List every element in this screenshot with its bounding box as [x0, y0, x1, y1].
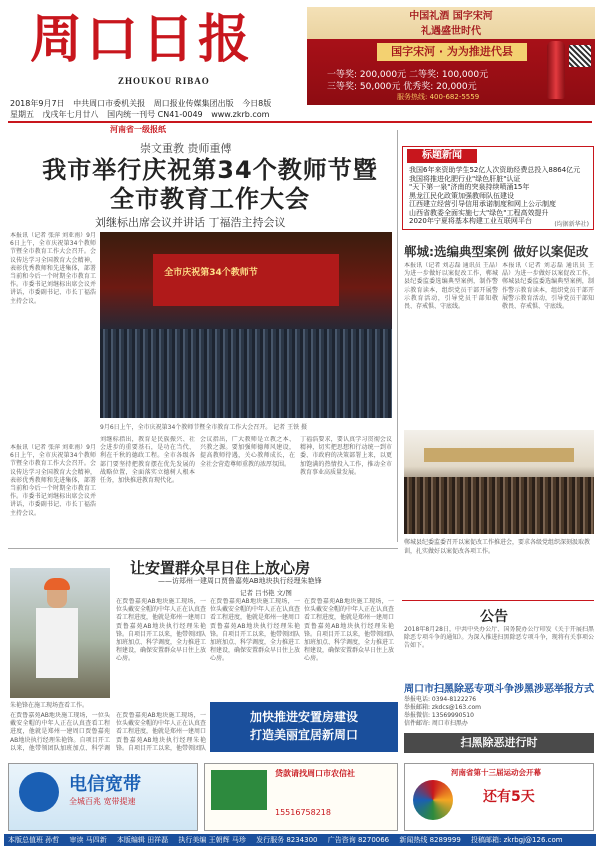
top-advertisement[interactable]	[307, 7, 595, 105]
issue-pages: 今日8版	[242, 99, 272, 108]
notice-body: 2018年8月28日，中共中央办公厅、国务院办公厅印发《关于开展扫黑除恶专项斗争的通知》。为深入推进扫黑除恶专项斗争，现将有关事项公告如下。	[404, 626, 594, 650]
qr-code-icon	[569, 45, 591, 67]
telecom-ad-subtitle: 全城百兆 宽带提速	[69, 797, 136, 806]
report-title: 周口市扫黑除恶专项斗争涉黑涉恶举报方式	[404, 684, 594, 695]
footer-item: 审读 马四新	[69, 836, 107, 844]
games-logo-icon	[413, 780, 453, 820]
headline-news-box	[402, 146, 594, 230]
notice-divider	[402, 600, 594, 601]
footer-item: 广告咨询 8270066	[327, 836, 390, 844]
ad-prize-row-1: 一等奖: 200,000元 二等奖: 100,000元	[327, 70, 489, 80]
headline-item[interactable]: 我国6年来资助学生52亿人次资助经费总投入8864亿元	[409, 166, 581, 174]
sports-ad-countdown: 还有5天	[483, 789, 535, 805]
lead-column-4: 丁福浩要求，要认真学习贯彻会议精神，切实把思想和行动统一到市委、市政府的决策部署上来，以更加饱满的热情投入工作，推动全市教育事业高质量发展。	[300, 436, 392, 476]
headline-news-source: (均据新华社)	[554, 221, 589, 228]
notice-title: 公告	[480, 609, 508, 625]
feature-photo[interactable]	[10, 568, 110, 698]
right-story-column-2: 本报讯（记者 刘志磊 通讯员 王晶）为进一步做好以案促改工作，郸城县纪委监委选编典型案例，制作警示教育读本，组织党员干部开展警示教育活动，引导党员干部知敬畏、存戒惧、守底线。	[502, 262, 594, 311]
headline-item[interactable]: "天下第一泉"济南的突泉持续喷涌15年	[409, 183, 530, 191]
right-story-photo[interactable]	[404, 430, 594, 534]
feature-subheadline: ——访郑州一建周口贾鲁嘉苑AB地块执行经理朱艳锋	[158, 577, 322, 585]
sports-ad-title: 河南省第十三届运动会开幕	[451, 768, 541, 777]
dateline	[10, 98, 302, 120]
stage-banner-text: 全市庆祝第34个教师节	[164, 268, 258, 279]
loan-ad-phone[interactable]: 15516758218	[275, 808, 331, 817]
section-divider	[8, 548, 398, 549]
feature-photo-caption: 朱艳锋在施工现场查看工作。	[10, 702, 89, 709]
feature-column-1: 在贾鲁嘉苑AB地块施工现场，一位头戴安全帽的中年人正在认真查看工程进度，他就是郑州一建周口贾鲁嘉苑AB地块执行经理朱艳锋。自项目开工以来，他带领团队加班加点、科学调度，全力推进工程建设，确保安置群众早日住上放心房。	[116, 598, 206, 663]
stage-backdrop	[153, 254, 340, 306]
issue-publisher: 周口报业传媒集团出版	[153, 99, 234, 108]
headline-news-header: 标题新闻	[407, 149, 477, 163]
right-story-column-1: 本报讯（记者 刘志磊 通讯员 王晶）为进一步做好以案促改工作，郸城县纪委监委选编典型案例，制作警示教育读本，组织党员干部开展警示教育活动，引导党员干部知敬畏、存戒惧、守底线。	[404, 262, 498, 311]
issue-weekday: 星期五	[10, 110, 34, 119]
bank-logo-icon	[211, 770, 267, 810]
feature-column-3: 在贾鲁嘉苑AB地块施工现场，一位头戴安全帽的中年人正在认真查看工程进度，他就是郑州一建周口贾鲁嘉苑AB地块执行经理朱艳锋。自项目开工以来，他带领团队加班加点、科学调度，全力推进工程建设，确保安置群众早日住上放心房。	[304, 598, 394, 663]
report-letters: 信件邮寄: 周口市扫黑办	[404, 720, 468, 727]
feature-byline: 记者 吕书艳 文/图	[240, 589, 292, 597]
lead-column-1: 本报讯（记者 张萍 刘亚南）9月6日上午，全市庆祝第34个教师节暨全市教育工作大会召开。会议传达学习全国教育大会精神，表彰优秀教师和先进集体，部署当前和今后一个时期全市教育工作。市委书记刘继标出席会议并讲话，市委副书记、市长丁福浩主持会议。	[10, 232, 96, 305]
telecom-ad[interactable]	[8, 763, 198, 831]
footer-item: 发行服务 8234300	[256, 836, 318, 844]
feature-column-0: 在贾鲁嘉苑AB地块施工现场，一位头戴安全帽的中年人正在认真查看工程进度，他就是郑州一建周口贾鲁嘉苑AB地块执行经理朱艳锋。自项目开工以来，他带领团队加班加点、科学调	[10, 712, 110, 752]
loan-ad[interactable]	[204, 763, 398, 831]
headline-news-list	[409, 166, 591, 226]
issue-date: 2018年9月7日	[10, 99, 65, 108]
ad-slogan: 礼遇盛世时代	[421, 26, 481, 37]
lead-photo[interactable]	[100, 232, 392, 418]
lead-kicker: 崇文重教 贵师重傅	[140, 142, 232, 155]
loan-ad-title: 贷款请找周口市农信社	[275, 769, 355, 778]
footer-item: 新闻热线 8289999	[399, 836, 461, 844]
masthead-pinyin: ZHOUKOU RIBAO	[118, 76, 210, 86]
headline-item[interactable]: 我国将推进化肥行业"绿色肝脏"认证	[409, 174, 521, 183]
liquor-bottle-icon	[547, 41, 565, 99]
masthead-divider	[8, 121, 592, 123]
footer-item: 本版编辑 田祥磊	[116, 836, 169, 844]
masthead-title: 周口日报	[30, 9, 255, 70]
lead-column-2: 刘继标指出，教育是民族振兴、社会进步的重要基石，是功在当代、利在千秋的德政工程。全市各级各部门要坚持把教育摆在优先发展的战略位置，全面落实立德树人根本任务，加快推进教育现代化。	[100, 436, 195, 485]
meeting-attendees	[404, 477, 594, 534]
telecom-ad-title: 电信宽带	[69, 774, 141, 795]
report-wechat[interactable]: 举报微信: 13569990510	[404, 712, 474, 719]
slogan-line-2: 打造美丽宜居新周口	[249, 728, 358, 742]
feature-column-2: 在贾鲁嘉苑AB地块施工现场，一位头戴安全帽的中年人正在认真查看工程进度，他就是郑州一建周口贾鲁嘉苑AB地块执行经理朱艳锋。自项目开工以来，他带领团队加班加点、科学调度，全力推进工程建设，确保安置群众早日住上放心房。	[210, 598, 300, 663]
issue-web: www.zkrb.com	[211, 110, 270, 119]
right-story-headline[interactable]: 郸城:选编典型案例 做好以案促改	[404, 244, 589, 259]
page-footer	[4, 834, 596, 846]
ad-brand: 中国礼酒 国字宋河	[409, 11, 493, 22]
hard-hat-icon	[44, 578, 70, 590]
issue-lunar: 戊戌年七月廿八	[42, 110, 99, 119]
lead-column-3: 会议指出，广大教师是立教之本、兴教之源。要加强师德师风建设，提高教师待遇，关心教师成长，在全社会营造尊师重教的浓厚氛围。	[200, 436, 295, 468]
feature-column-1b: 在贾鲁嘉苑AB地块施工现场，一位头戴安全帽的中年人正在认真查看工程进度，他就是郑州一建周口贾鲁嘉苑AB地块执行经理朱艳锋。自项目开工以来，他带领团队	[116, 712, 206, 752]
slogan-line-1: 加快推进安置房建设	[249, 710, 358, 724]
ad-hotline: 服务热线: 400-682-5559	[397, 93, 480, 101]
anti-crime-banner: 扫黑除恶进行时	[404, 733, 594, 753]
ad-main-banner: 国字宋河 · 为为推进代县	[377, 43, 527, 61]
headline-item[interactable]: 黑龙江民化政策加强教师队伍建设	[409, 191, 514, 200]
newspaper-rank: 河南省一级报纸	[110, 125, 166, 134]
feature-headline[interactable]: 让安置群众早日住上放心房	[130, 559, 311, 577]
lead-subheadline: 刘继标出席会议并讲话 丁福浩主持会议	[95, 216, 286, 229]
audience-crowd	[100, 329, 392, 418]
ad-prize-row-2: 三等奖: 50,000元 优秀奖: 20,000元	[327, 82, 477, 92]
footer-item: 投稿邮箱: zkrbgj@126.com	[471, 836, 563, 844]
footer-item: 执行美编 王朝辉 马珍	[178, 836, 246, 844]
slogan-banner	[210, 702, 398, 752]
headline-item[interactable]: 2020年宁夏将基本构建工业互联网平台	[409, 217, 532, 225]
person-shirt	[36, 608, 78, 678]
report-email[interactable]: 举报邮箱: zkdcs@163.com	[404, 704, 481, 711]
ad-sky-banner	[307, 7, 595, 39]
headline-item[interactable]: 山西省教委全面实施七大"绿色"工程高效提升	[409, 208, 549, 217]
column-divider	[397, 130, 398, 542]
headline-item[interactable]: 江西建立经营引导信用承诺制度和网上公示制度	[409, 200, 556, 208]
sports-games-ad[interactable]	[404, 763, 594, 831]
meeting-screen	[424, 448, 574, 462]
lead-photo-caption: 9月6日上午，全市庆祝第34个教师节暨全市教育工作大会召开。 记者 王铁 摄	[100, 424, 307, 431]
issue-cn: 国内统一刊号 CN41-0049	[107, 110, 203, 119]
person-face	[47, 590, 67, 608]
right-story-photo-caption: 郸城县纪委监委召开以案促改工作推进会，要求各级党组织深刻汲取教训，扎实做好以案促改各项工作。	[404, 539, 591, 555]
report-channels	[404, 696, 594, 728]
telecom-logo-icon	[19, 772, 59, 812]
footer-item: 本版总值班 孙哲	[8, 836, 60, 844]
lead-column-1b: 本报讯（记者 张萍 刘亚南）9月6日上午，全市庆祝第34个教师节暨全市教育工作大会召开。会议传达学习全国教育大会精神，表彰优秀教师和先进集体，部署当前和今后一个时期全市教育工作。市委书记刘继标出席会议并讲话，市委副书记、市长丁福浩主持会议。	[10, 444, 96, 517]
report-phone[interactable]: 举报电话: 0394-8122276	[404, 696, 477, 703]
issue-org: 中共周口市委机关报	[73, 99, 146, 108]
lead-headline[interactable]: 我市举行庆祝第34个教师节暨全市教育工作大会	[42, 156, 378, 213]
